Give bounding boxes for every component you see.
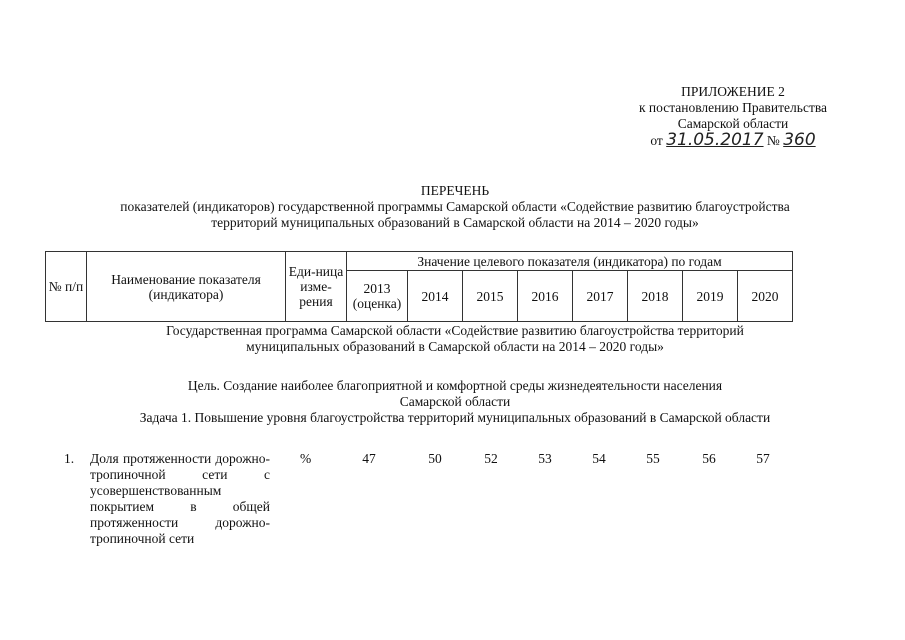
header-name: Наименование показателя (индикатора) — [87, 252, 286, 322]
value-cell: 54 — [592, 451, 606, 466]
value-cell: 56 — [702, 451, 716, 466]
program-line-1: Государственная программа Самарской области «Содействие развитию благоустройства территорий — [166, 323, 744, 338]
value-cell: 52 — [484, 451, 498, 466]
value-cell: 53 — [538, 451, 552, 466]
value-cell: 55 — [646, 451, 660, 466]
title-heading: ПЕРЕЧЕНЬ — [420, 183, 490, 198]
program-line-2: муниципальных образований в Самарской области на 2014 – 2020 годы» — [246, 339, 664, 354]
header-values: Значение целевого показателя (индикатора) по годам — [347, 252, 793, 271]
goal-line-1: Цель. Создание наиболее благоприятной и комфортной среды жизнедеятельности населения — [187, 378, 723, 393]
number-prefix: № — [766, 133, 780, 148]
task-line: Задача 1. Повышение уровня благоустройства территорий муниципальных образований в Самарской области — [139, 410, 771, 425]
annex-block — [590, 84, 876, 152]
goal-block — [40, 378, 870, 426]
indicator-name: Доля протяженности дорожно-тропиночной сети с усовершенствованным покрытием в общей протяженности дорожно-тропиночной сети — [90, 451, 270, 546]
annex-line-2: Самарской области — [677, 116, 789, 131]
handwritten-number: 360 — [783, 130, 816, 150]
year-cell: 2019 — [683, 271, 738, 322]
year-cell: 2018 — [628, 271, 683, 322]
header-unit: Еди-ница изме-рения — [286, 252, 347, 322]
program-heading — [40, 323, 870, 355]
document-title — [40, 183, 870, 231]
value-cell: 47 — [362, 451, 376, 466]
handwritten-date: 31.05.2017 — [666, 130, 764, 150]
value-cell: 50 — [428, 451, 442, 466]
year-cell: 2015 — [463, 271, 518, 322]
year-cell: 2014 — [408, 271, 463, 322]
year-cell: 2016 — [518, 271, 573, 322]
row-number: 1. — [64, 451, 75, 466]
annex-date-line — [590, 132, 876, 152]
annex-line-1: к постановлению Правительства — [638, 100, 828, 115]
indicator-unit: % — [300, 451, 312, 466]
title-line-1: показателей (индикаторов) государственной программы Самарской области «Содействие развитию благоустройства — [120, 199, 790, 214]
annex-heading: ПРИЛОЖЕНИЕ 2 — [681, 84, 785, 99]
goal-line-2: Самарской области — [399, 394, 511, 409]
title-line-2: территорий муниципальных образований в Самарской области на 2014 – 2020 годы» — [211, 215, 699, 230]
year-cell: 2020 — [738, 271, 793, 322]
header-num: № п/п — [46, 252, 87, 322]
value-cell: 57 — [756, 451, 770, 466]
indicators-table-header — [45, 251, 793, 322]
date-prefix: от — [650, 133, 663, 148]
year-cell: 2013 (оценка) — [347, 271, 408, 322]
year-cell: 2017 — [573, 271, 628, 322]
